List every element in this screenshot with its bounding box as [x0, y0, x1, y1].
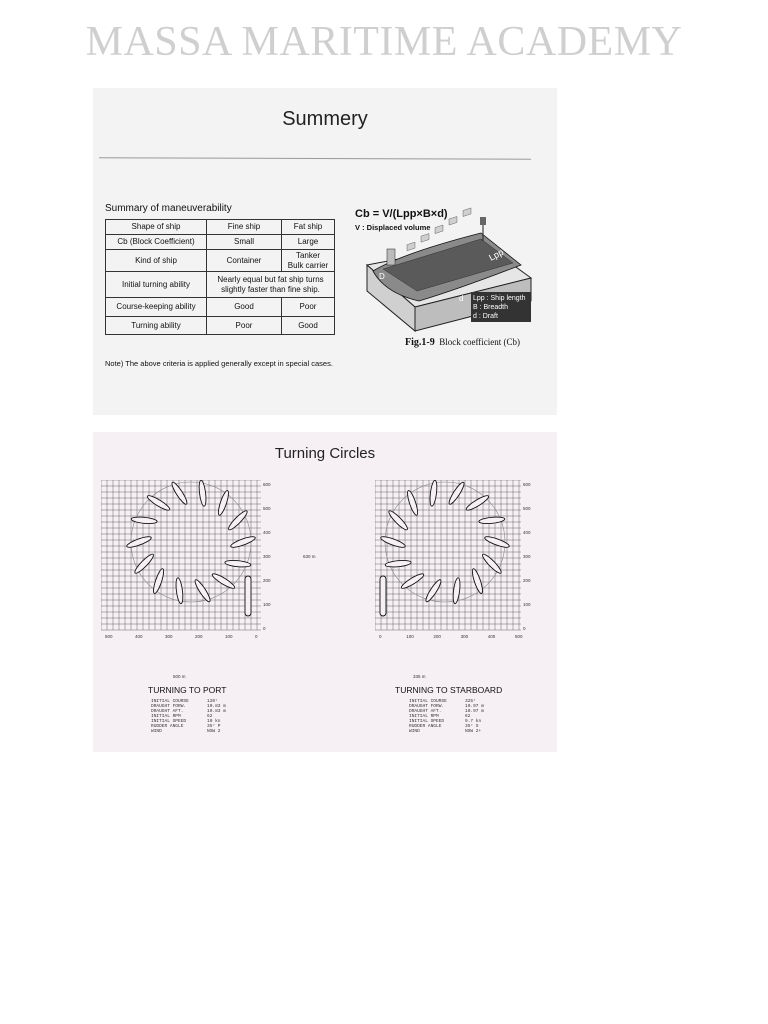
trial-parameter: RUDDER ANGLE	[409, 724, 442, 729]
trial-parameter: INITIAL RPM	[409, 714, 439, 719]
table-cell: Small	[207, 235, 282, 250]
side-tick-label: 200	[523, 578, 531, 583]
trial-value: 10.97 m	[465, 709, 484, 714]
table-row	[106, 235, 335, 250]
table-cell: Good	[207, 298, 282, 317]
side-axis	[523, 482, 531, 631]
bottom-tick-label: 500	[105, 634, 113, 639]
legend-ship-length: Lpp : Ship length	[473, 295, 526, 302]
table-note: Note) The above criteria is applied generally except in special cases.	[105, 359, 333, 368]
side-tick-label: 500	[523, 506, 531, 511]
lpp-label: Lpp	[487, 246, 506, 263]
formula-note: V : Displaced volume	[355, 223, 431, 232]
side-tick-label: 200	[263, 578, 271, 583]
table-cell: Cb (Block Coefficient)	[106, 235, 207, 250]
trial-parameter: RUDDER ANGLE	[151, 724, 184, 729]
table-cell: Good	[282, 317, 335, 335]
side-tick-label: 0	[263, 626, 266, 631]
trial-value: NSW 2+	[465, 729, 482, 734]
trial-value: 62	[465, 714, 471, 719]
port-chart-title: TURNING TO PORT	[148, 685, 227, 695]
block-coefficient-formula: Cb = V/(Lpp×B×d)	[355, 208, 448, 220]
table-cell: Fine ship	[207, 220, 282, 235]
table-cell: Container	[207, 250, 282, 272]
grid	[101, 480, 261, 630]
table-cell: Kind of ship	[106, 250, 207, 272]
legend-breadth: B : Breadth	[473, 304, 509, 311]
trial-parameter: DRAUGHT FORW.	[409, 704, 445, 709]
side-tick-label: 300	[263, 554, 271, 559]
starting-position-marker	[245, 576, 251, 616]
grid	[375, 480, 521, 630]
side-tick-label: 400	[523, 530, 531, 535]
side-axis	[263, 482, 271, 631]
side-tick-label: 500	[263, 506, 271, 511]
trial-data-row	[409, 729, 484, 734]
ship-position-marker	[227, 509, 249, 532]
trial-parameter: DRAUGHT AFT.	[409, 709, 442, 714]
starboard-chart-title: TURNING TO STARBOARD	[395, 685, 503, 695]
side-tick-label: 400	[263, 530, 271, 535]
scale-bar-label: 335 m	[413, 674, 426, 679]
trial-value: 325°	[465, 699, 476, 704]
turning-heading: Turning Circles	[274, 445, 376, 462]
bottom-tick-label: 400	[135, 634, 143, 639]
ship-position-marker	[470, 568, 484, 595]
bottom-tick-label: 500	[515, 634, 523, 639]
trial-value: 9.7 kn	[465, 719, 482, 724]
table-row	[106, 220, 335, 235]
side-tick-label: 600	[523, 482, 531, 487]
ship-position-marker	[170, 481, 189, 506]
depth-label: D	[379, 272, 385, 281]
table-cell: Shape of ship	[106, 220, 207, 235]
ship-position-marker	[406, 490, 420, 517]
ship-position-marker	[400, 572, 425, 591]
trial-value: 10.83 m	[207, 704, 226, 709]
side-tick-label: 100	[263, 602, 271, 607]
trial-value: 62	[207, 714, 213, 719]
ship-positions	[380, 480, 510, 604]
summary-heading: Summery	[282, 108, 368, 130]
bottom-tick-label: 200	[195, 634, 203, 639]
side-tick-label: 0	[523, 626, 526, 631]
trial-parameter: INITIAL RPM	[151, 714, 181, 719]
table-cell: Large	[282, 235, 335, 250]
trial-value: 10.97 m	[465, 704, 484, 709]
scale-bar-label: 500 m	[173, 674, 186, 679]
ship-position-marker	[230, 535, 256, 550]
trial-value: NSW 2	[207, 729, 221, 734]
table-row	[106, 317, 335, 335]
ship-position-marker	[211, 572, 236, 591]
side-distance-label: 630 m	[303, 554, 316, 559]
turning-circles-scan-image	[93, 432, 557, 752]
trial-value: 10.83 m	[207, 709, 226, 714]
port-trial-data	[151, 699, 226, 734]
table-cell: Fat ship	[282, 220, 335, 235]
figure-number: Fig.1-9	[405, 337, 435, 348]
summary-scan-image	[93, 88, 557, 415]
starboard-trial-data	[409, 699, 484, 734]
bottom-axis	[105, 634, 258, 639]
ship-position-marker	[484, 535, 510, 550]
table-title: Summary of maneuverability	[105, 203, 232, 214]
ship-position-marker	[225, 559, 251, 568]
ship-position-marker	[447, 481, 466, 506]
trial-value: 10 kn	[207, 719, 221, 724]
table-row	[106, 250, 335, 272]
table-cell: Course-keeping ability	[106, 298, 207, 317]
maneuverability-table	[105, 219, 335, 335]
table-row	[106, 298, 335, 317]
ship-position-marker	[133, 552, 155, 575]
ship-position-marker	[146, 494, 171, 513]
bottom-tick-label: 400	[487, 634, 496, 639]
ship-position-marker	[481, 552, 503, 575]
trial-parameter: DRAUGHT FORW.	[151, 704, 187, 709]
heading-divider	[99, 157, 531, 160]
draft-label: d	[459, 294, 464, 303]
trial-parameter: INITIAL COURSE	[151, 699, 189, 704]
ship-position-marker	[216, 490, 230, 517]
side-tick-label: 600	[263, 482, 271, 487]
trial-value: 120°	[207, 699, 218, 704]
table-cell: Poor	[282, 298, 335, 317]
bottom-tick-label: 0	[379, 634, 382, 639]
bottom-tick-label: 300	[165, 634, 173, 639]
diagram-legend	[471, 292, 531, 322]
ship-position-marker	[465, 494, 490, 513]
trial-value: 35° S	[465, 724, 479, 729]
ship-position-marker	[387, 509, 409, 532]
bottom-tick-label: 100	[406, 634, 414, 639]
figure-caption-text: Block coefficient (Cb)	[439, 337, 521, 347]
trial-data-row	[151, 729, 226, 734]
table-cell: Initial turning ability	[106, 272, 207, 298]
bottom-tick-label: 200	[433, 634, 441, 639]
table-row	[106, 272, 335, 298]
table-cell: Tanker Bulk carrier	[282, 250, 335, 272]
academy-watermark: MASSA MARITIME ACADEMY	[85, 19, 683, 65]
figure-caption	[405, 337, 520, 348]
side-tick-label: 100	[523, 602, 531, 607]
ship-position-marker	[152, 568, 166, 595]
port-turning-chart	[101, 480, 275, 640]
trial-parameter: DRAUGHT AFT.	[151, 709, 184, 714]
ship-position-marker	[126, 535, 152, 550]
trial-parameter: WIND	[151, 729, 162, 734]
bottom-tick-label: 0	[255, 634, 258, 639]
legend-draft: d : Draft	[473, 313, 498, 320]
trial-parameter: WIND	[409, 729, 420, 734]
bottom-tick-label: 100	[225, 634, 233, 639]
table-cell: Turning ability	[106, 317, 207, 335]
side-tick-label: 300	[523, 554, 531, 559]
trial-parameter: INITIAL SPEED	[409, 719, 445, 724]
starboard-turning-chart	[375, 480, 535, 640]
table-cell: Nearly equal but fat ship turns slightly faster than fine ship.	[207, 272, 335, 298]
bottom-tick-label: 300	[460, 634, 469, 639]
trial-parameter: INITIAL COURSE	[409, 699, 447, 704]
bottom-axis	[379, 634, 523, 639]
trial-parameter: INITIAL SPEED	[151, 719, 187, 724]
table-cell: Poor	[207, 317, 282, 335]
ship-position-marker	[131, 516, 157, 525]
ship-position-marker	[385, 559, 411, 568]
trial-value: 35° P	[207, 724, 221, 729]
starting-position-marker	[380, 576, 386, 616]
